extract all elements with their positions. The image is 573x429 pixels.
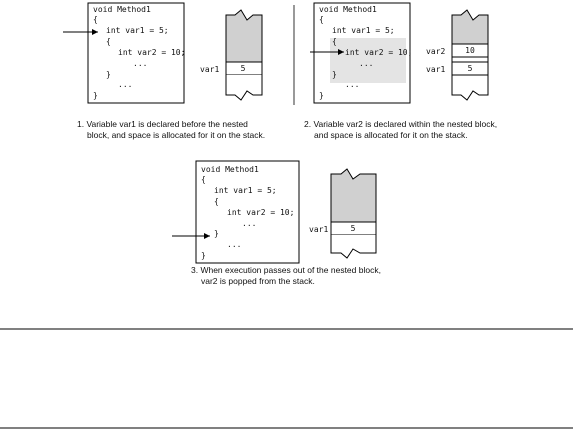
stack-value: 10 — [465, 46, 475, 55]
code-line: ... — [118, 80, 133, 89]
panel-2 — [304, 3, 497, 140]
stack-var-label: var1 — [426, 65, 446, 74]
code-line: ... — [133, 59, 148, 68]
code-line: int var2 = 10; — [227, 208, 295, 217]
stack-var-label: var2 — [426, 47, 446, 56]
stack-empty-area — [226, 10, 262, 62]
code-line: { — [332, 37, 337, 46]
code-line: } — [332, 70, 337, 79]
caption-line: 1. Variable var1 is declared before the nested — [77, 119, 248, 129]
code-line: } — [214, 229, 219, 238]
code-line: ... — [359, 59, 374, 68]
code-line: } — [201, 251, 206, 260]
caption-line: and space is allocated for it on the stack. — [314, 130, 468, 140]
code-line: ... — [242, 219, 257, 228]
code-line: { — [214, 197, 219, 206]
code-line: } — [319, 91, 324, 100]
code-line: void Method1 — [93, 5, 151, 14]
stack-bottom — [331, 235, 376, 258]
stack-bottom — [226, 75, 262, 100]
stack-empty-area — [452, 10, 488, 44]
caption-line: 2. Variable var2 is declared within the nested block, — [304, 119, 498, 129]
stack-value: 5 — [240, 64, 246, 73]
code-line: int var1 = 5; — [106, 26, 169, 35]
code-line: int var1 = 5; — [332, 26, 395, 35]
code-line: { — [106, 37, 111, 46]
code-line: ... — [227, 240, 242, 249]
code-line: { — [319, 15, 324, 24]
stack-empty-area — [331, 169, 376, 222]
code-line: ... — [345, 80, 360, 89]
stack-var-label: var1 — [309, 225, 329, 234]
code-line: { — [93, 15, 98, 24]
code-line: void Method1 — [319, 5, 377, 14]
caption-line: block, and space is allocated for it on the stack. — [87, 130, 266, 140]
caption-line: var2 is popped from the stack. — [201, 276, 315, 286]
code-line: } — [106, 70, 111, 79]
code-line: int var1 = 5; — [214, 186, 277, 195]
code-line: int var2 = 10; — [345, 48, 413, 57]
panel-3 — [172, 161, 381, 286]
code-line: int var2 = 10; — [118, 48, 186, 57]
caption-line: 3. When execution passes out of the nested block, — [191, 265, 381, 275]
stack-var-label: var1 — [200, 65, 220, 74]
code-line: } — [93, 91, 98, 100]
code-line: void Method1 — [201, 165, 259, 174]
stack-value: 5 — [350, 224, 356, 233]
code-line: { — [201, 175, 206, 184]
stack-value: 5 — [467, 64, 473, 73]
panel-1 — [63, 3, 265, 140]
